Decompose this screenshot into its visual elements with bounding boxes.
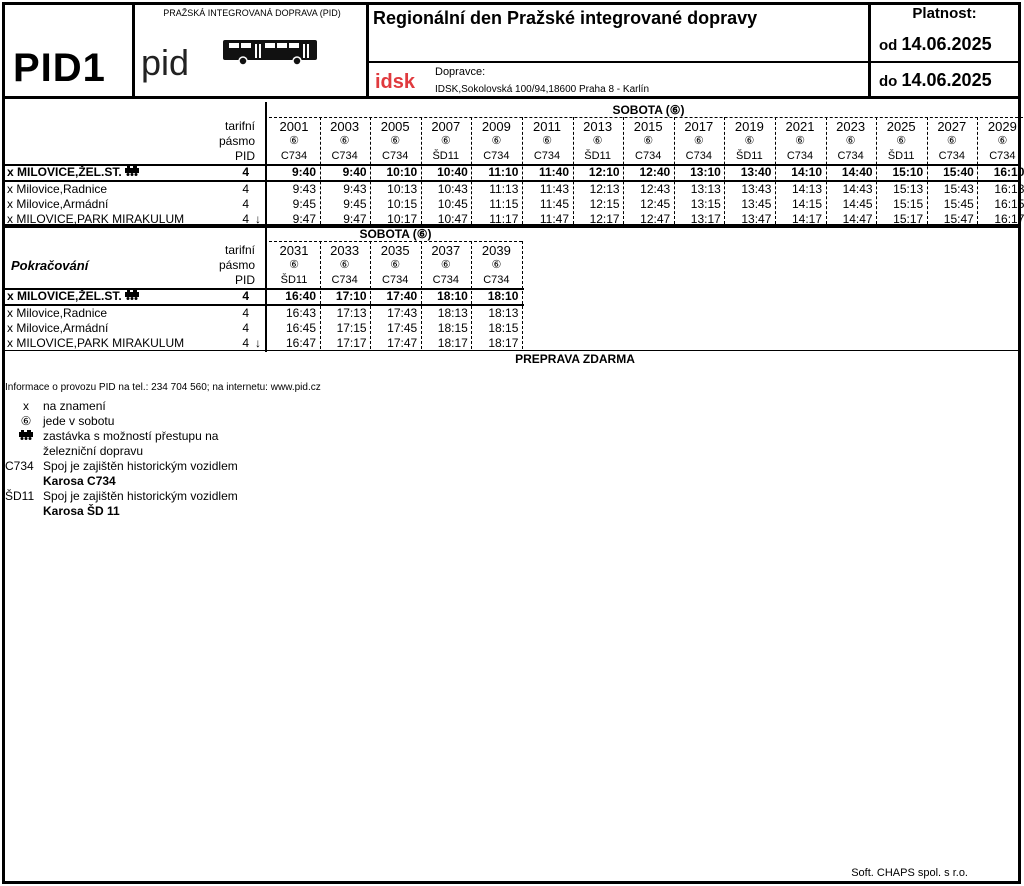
valid-from — [879, 33, 992, 57]
line-code: PID1 — [13, 46, 106, 90]
departure-time: 15:17 — [893, 212, 924, 226]
day-label: SOBOTA (⑥) — [359, 227, 432, 241]
trip-number: 2003 — [330, 119, 360, 134]
stop-row — [5, 182, 265, 197]
departure-time: 16:47 — [285, 336, 316, 350]
stop-zone: 4 — [242, 212, 249, 226]
stop-name: x MILOVICE,ŽEL.ST. — [7, 165, 139, 180]
stop-zone: 4 — [242, 306, 249, 320]
day-symbol-icon: ⑥ — [440, 259, 451, 271]
departure-time: 13:47 — [741, 212, 772, 226]
vehicle-code: C734 — [989, 150, 1016, 162]
stop-zone: 4 — [242, 182, 249, 196]
departure-time: 16:17 — [994, 212, 1024, 226]
trip-number: 2011 — [533, 119, 561, 134]
day-symbol-icon: ⑥ — [592, 135, 603, 147]
validity-divider — [871, 61, 1018, 63]
departure-time: 17:10 — [335, 289, 367, 303]
departure-time: 10:10 — [386, 165, 418, 179]
vehicle-code: C734 — [280, 150, 308, 162]
departure-time: 11:10 — [488, 165, 519, 179]
operator-address: IDSK,Sokolovská 100/94,18600 Praha 8 - Karlín — [435, 84, 650, 95]
legend-text: Spoj je zajištěn historickým vozidlem — [43, 489, 238, 503]
vehicle-code: C734 — [483, 150, 510, 162]
day-label: SOBOTA (⑥) — [612, 103, 685, 117]
departure-time: 16:10 — [993, 165, 1024, 179]
legend-vehicle: Karosa ŠD 11 — [43, 504, 120, 518]
vehicle-code: C734 — [635, 150, 662, 162]
trip-number: 2021 — [785, 119, 815, 134]
departure-time: 12:43 — [640, 182, 671, 196]
departure-time: 11:43 — [539, 182, 569, 196]
departure-time: 18:13 — [488, 306, 519, 320]
departure-time: 17:47 — [387, 336, 418, 350]
departure-time: 11:47 — [539, 212, 569, 226]
departure-time: 13:17 — [690, 212, 721, 226]
departure-time: 12:13 — [589, 182, 620, 196]
header — [5, 5, 1018, 99]
vehicle-code: C734 — [331, 274, 358, 286]
departure-time: 15:40 — [943, 165, 974, 179]
vehicle-code: C734 — [331, 150, 358, 162]
trip-number: 2023 — [836, 119, 866, 134]
departure-time: 12:10 — [588, 165, 620, 179]
departure-time: 16:43 — [285, 306, 316, 320]
timetable-title: Regionální den Pražské integrované dopravy — [373, 8, 758, 28]
legend-text: železniční dopravu — [43, 444, 144, 458]
vehicle-code: ŠD11 — [432, 150, 460, 162]
departure-time: 14:43 — [842, 182, 873, 196]
direction-arrow-icon: ↓ — [255, 336, 261, 350]
departure-time: 12:47 — [640, 212, 671, 226]
stop-name: x MILOVICE,ŽEL.ST. — [7, 289, 139, 304]
day-rule — [269, 117, 1024, 118]
day-symbol-icon: ⑥ — [946, 135, 957, 147]
day-symbol-icon: ⑥ — [997, 135, 1008, 147]
day-symbol-icon: ⑥ — [491, 135, 502, 147]
departure-time: 16:40 — [285, 289, 316, 303]
trip-number: 2035 — [380, 243, 410, 258]
line-code-cell — [5, 5, 135, 99]
departure-time: 18:13 — [437, 306, 468, 320]
stop-zone: 4 — [242, 289, 249, 303]
departure-time: 18:17 — [488, 336, 519, 350]
day-symbol-icon: ⑥ — [795, 135, 805, 147]
departure-time: 9:47 — [292, 212, 316, 226]
day-symbol-icon: ⑥ — [845, 135, 856, 147]
departure-time: 16:13 — [994, 182, 1024, 196]
vehicle-code: C734 — [533, 150, 561, 162]
column-divider — [522, 241, 523, 349]
trip-number: 2037 — [431, 243, 461, 258]
trip-number: 2015 — [633, 119, 663, 134]
departure-time: 9:43 — [343, 182, 367, 196]
timetable-block-1 — [5, 102, 1024, 226]
trip-number: 2019 — [734, 119, 764, 134]
departure-time: 13:15 — [690, 197, 721, 211]
departure-time: 9:40 — [342, 165, 367, 179]
departure-time: 17:43 — [387, 306, 418, 320]
departure-time: 13:10 — [690, 165, 721, 179]
departure-time: 14:40 — [841, 165, 873, 179]
departure-time: 12:40 — [639, 165, 671, 179]
departure-time: 14:47 — [842, 212, 873, 226]
valid-from-prefix: od — [879, 37, 898, 54]
direction-arrow-icon: ↓ — [255, 212, 261, 226]
vehicle-code: C734 — [432, 274, 459, 286]
departure-time: 18:17 — [437, 336, 468, 350]
tarif-label-3: PID — [234, 273, 255, 287]
idsk-logo: idsk — [375, 71, 416, 93]
day-symbol-icon: ⑥ — [339, 135, 350, 147]
vehicle-code: C734 — [483, 274, 510, 286]
departure-time: 18:15 — [488, 321, 519, 335]
train-transfer-icon — [125, 289, 139, 303]
stop-zone: 4 — [242, 165, 249, 179]
trip-number: 2001 — [279, 119, 309, 134]
stop-row — [5, 165, 265, 180]
trip-number: 2033 — [330, 243, 360, 258]
vehicle-code: ŠD11 — [280, 274, 308, 286]
timetable-block-2 — [5, 226, 1018, 352]
legend-text: jede v sobotu — [43, 414, 115, 428]
continuation-label: Pokračování — [11, 258, 89, 273]
valid-from-date: 14.06.2025 — [901, 34, 992, 54]
day-symbol-icon: ⑥ — [896, 135, 907, 147]
departure-time: 15:47 — [943, 212, 974, 226]
footer-credit: Soft. CHAPS spol. s r.o. — [851, 867, 968, 879]
trip-number: 2031 — [279, 243, 309, 258]
valid-to — [879, 69, 992, 93]
org-name: PRAŽSKÁ INTEGROVANÁ DOPRAVA (PID) — [163, 8, 341, 18]
trip-number: 2017 — [684, 119, 714, 134]
departure-time: 14:45 — [842, 197, 873, 211]
bus-icon — [221, 38, 321, 68]
departure-time: 11:13 — [489, 182, 519, 196]
departure-time: 16:45 — [285, 321, 316, 335]
day-symbol-icon: ⑥ — [693, 135, 704, 147]
legend-vehicle: Karosa C734 — [43, 474, 116, 488]
departure-time: 9:45 — [343, 197, 367, 211]
departure-time: 12:17 — [589, 212, 620, 226]
departure-time: 13:43 — [741, 182, 772, 196]
departure-time: 17:45 — [387, 321, 418, 335]
vehicle-code: C734 — [786, 150, 814, 162]
stop-zone: 4 — [242, 321, 249, 335]
departure-time: 14:17 — [791, 212, 822, 226]
departure-time: 12:15 — [589, 197, 620, 211]
departure-time: 16:15 — [994, 197, 1024, 211]
departure-time: 11:15 — [489, 197, 519, 211]
departure-time: 11:40 — [538, 165, 569, 179]
title-cell — [369, 5, 871, 99]
validity-cell — [871, 5, 1018, 99]
stop-row — [5, 212, 265, 227]
trip-number: 2039 — [481, 243, 511, 258]
free-transport-note: PREPRAVA ZDARMA — [515, 352, 635, 366]
stop-zone: 4 — [242, 336, 249, 350]
departure-time: 11:45 — [539, 197, 569, 211]
stop-row — [5, 197, 265, 212]
train-transfer-icon — [11, 429, 41, 444]
vehicle-code: C734 — [685, 150, 712, 162]
vehicle-code: C734 — [837, 150, 864, 162]
vehicle-code: ŠD11 — [736, 150, 763, 162]
departure-time: 17:40 — [386, 289, 418, 303]
vehicle-code: ŠD11 — [584, 150, 611, 162]
stop-name: x Milovice,Armádní — [7, 197, 109, 211]
validity-label: Platnost: — [912, 5, 977, 22]
legend-text: na znamení — [43, 399, 106, 413]
trip-number: 2005 — [380, 119, 410, 134]
day-symbol-icon: ⑥ — [390, 135, 401, 147]
departure-time: 15:15 — [893, 197, 924, 211]
trip-number: 2007 — [431, 119, 461, 134]
day-symbol-icon: ⑥ — [440, 135, 451, 147]
departure-time: 14:10 — [791, 165, 822, 179]
stop-zone: 4 — [242, 197, 249, 211]
legend-text: Spoj je zajištěn historickým vozidlem — [43, 459, 238, 473]
departure-time: 18:10 — [437, 289, 468, 303]
departure-time: 9:45 — [292, 197, 316, 211]
info-line: Informace o provozu PID na tel.: 234 704 560; na internetu: www.pid.cz — [5, 382, 321, 393]
vehicle-code: C734 — [382, 274, 409, 286]
departure-time: 17:15 — [336, 321, 367, 335]
valid-to-date: 14.06.2025 — [901, 70, 992, 90]
legend-symbol: x — [23, 399, 29, 413]
legend-symbol: ⑥ — [20, 414, 32, 428]
stop-name: x Milovice,Radnice — [7, 182, 108, 196]
stop-name: x MILOVICE,PARK MIRAKULUM — [7, 336, 185, 350]
day-symbol-icon: ⑥ — [491, 259, 502, 271]
departure-time: 10:45 — [437, 197, 468, 211]
stop-row — [5, 289, 265, 304]
stop-row — [5, 306, 265, 321]
vehicle-code: C734 — [382, 150, 409, 162]
stop-row — [5, 336, 265, 351]
departure-time: 12:45 — [640, 197, 671, 211]
tarif-label-3: PID — [234, 149, 255, 163]
vehicle-code: ŠD11 — [887, 150, 915, 162]
departure-time: 10:13 — [387, 182, 418, 196]
stop-name: x Milovice,Radnice — [7, 306, 108, 320]
trip-number: 2025 — [886, 119, 916, 134]
departure-time: 14:15 — [791, 197, 822, 211]
day-symbol-icon: ⑥ — [289, 259, 299, 271]
departure-time: 10:15 — [387, 197, 418, 211]
day-symbol-icon: ⑥ — [643, 135, 654, 147]
timetable-sheet — [2, 2, 1024, 884]
trip-number: 2009 — [481, 119, 511, 134]
trip-number: 2013 — [583, 119, 613, 134]
pid-logo-cell — [135, 5, 369, 99]
departure-time: 10:40 — [437, 165, 468, 179]
operator-box — [369, 61, 871, 99]
departure-time: 17:13 — [336, 306, 367, 320]
departure-time: 10:43 — [437, 182, 468, 196]
legend-text: zastávka s možností přestupu na — [43, 429, 219, 443]
departure-time: 13:45 — [741, 197, 772, 211]
valid-to-prefix: do — [879, 73, 898, 90]
legend-symbol: C734 — [5, 459, 34, 473]
day-symbol-icon: ⑥ — [390, 259, 401, 271]
departure-time: 18:15 — [437, 321, 468, 335]
departure-time: 11:17 — [489, 212, 519, 226]
stop-name: x MILOVICE,PARK MIRAKULUM — [7, 212, 185, 226]
day-symbol-icon: ⑥ — [339, 259, 350, 271]
day-symbol-icon: ⑥ — [289, 135, 299, 147]
train-transfer-icon — [125, 165, 139, 179]
departure-time: 15:43 — [943, 182, 974, 196]
stop-row — [5, 321, 265, 336]
departure-time: 15:10 — [892, 165, 924, 179]
tarif-label-1: tarifní — [224, 243, 255, 257]
departure-time: 15:45 — [943, 197, 974, 211]
tarif-label-2: pásmo — [218, 258, 255, 272]
departure-time: 18:10 — [487, 289, 519, 303]
day-rule — [269, 241, 522, 242]
vehicle-code: C734 — [938, 150, 965, 162]
departure-time: 9:47 — [343, 212, 367, 226]
trip-number: 2029 — [987, 119, 1017, 134]
operator-label: Dopravce: — [435, 66, 486, 78]
departure-time: 14:13 — [791, 182, 822, 196]
departure-time: 13:40 — [740, 165, 772, 179]
departure-time: 15:13 — [893, 182, 924, 196]
departure-time: 9:43 — [292, 182, 316, 196]
pid-logo: pid — [141, 42, 190, 83]
departure-time: 10:17 — [387, 212, 418, 226]
departure-time: 13:13 — [690, 182, 721, 196]
day-symbol-icon: ⑥ — [542, 135, 552, 147]
tarif-label-1: tarifní — [224, 119, 255, 133]
stop-name: x Milovice,Armádní — [7, 321, 109, 335]
tarif-label-2: pásmo — [218, 134, 255, 148]
day-symbol-icon: ⑥ — [744, 135, 755, 147]
departure-time: 9:40 — [291, 165, 316, 179]
legend-symbol: ŠD11 — [5, 489, 35, 503]
trip-number: 2027 — [937, 119, 967, 134]
departure-time: 17:17 — [336, 336, 367, 350]
departure-time: 10:47 — [437, 212, 468, 226]
